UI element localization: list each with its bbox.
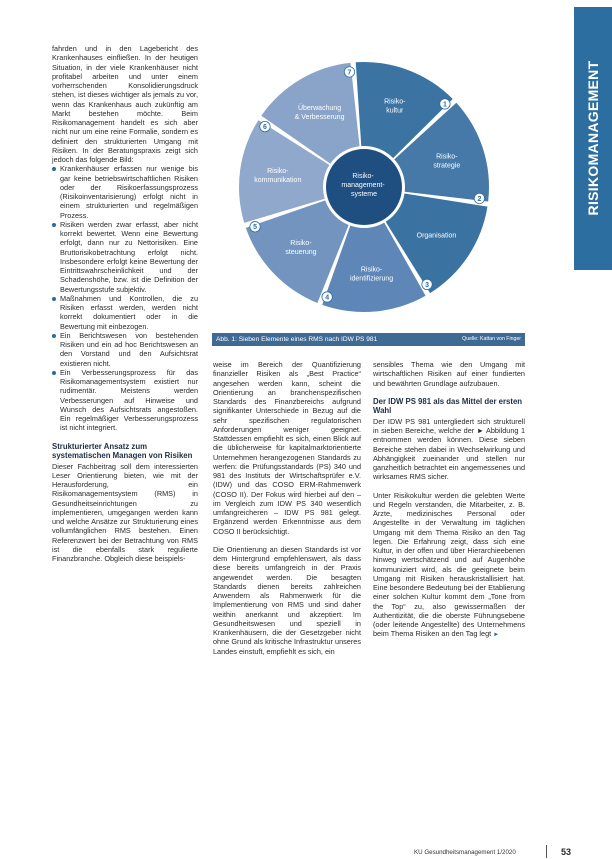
segment-number: 2: [477, 195, 482, 203]
body-paragraph: Der IDW PS 981 untergliedert sich strukturell in sieben Bereiche, welche der ► Abbildung 1 entnommen werden können. Diese sieben Bereiche stehen dabei in Wechselwirkung und Abhängigkeit zueinander und stellen nur ganzheitlich betrachtet ein angemessenes und wirksames RMS sicher.: [373, 416, 525, 482]
body-paragraph: Die Orientierung an diesen Standards ist vor dem Hintergrund empfehlenswert, als dass diese bereits umfangreich in der Praxis angewendet werden. Die besagten Standards dienen bereits zahlreichen Anwendern als Rahmenwerk für die Implementierung von RMS und sind daher weithin anerkannt und akzeptiert. Im Gesundheitswesen und speziell in Krankenhäusern, die der Gesetzgeber nicht ohne Grund als kritische Infrastruktur unseres Landes einstuft, empfiehlt es sich, ein: [213, 544, 361, 656]
paragraph-text: Unter Risikokultur werden die gelebten Werte und Regeln verstanden, die Mitarbeiter, z. B. Ärzte, medizinisches Personal oder Angestellte in der Verwaltung im täglichen Umgang mit dem Thema Risiko an den Tag legen. Die Erfahrung zeigt, dass sich eine Kultur, in der offen und über Hierarchieebenen hinweg wertschätzend und auf Augenhöhe kommuniziert wird, als die geeignete beim Umgang mit Risiken herauskristallisiert hat. Eine besondere Bedeutung bei der Etablierung einer solchen Kultur kommt dem „Tone from the Top“ zu, also gewissermaßen der Authentizität, die die oberste Führungsebene (oder leitende Angestellte) des Unternehmens beim Thema Risiken an den Tag legt: [373, 490, 525, 639]
page-number: 53: [561, 847, 572, 857]
bullet-item: Krankenhäuser erfassen nur wenige bis gar keine betriebswirtschaftlichen Risiken oder der Risikoerfassungsprozess (Risikoinventarisierung) erfolgt nicht in einem strukturierten und regelmäßigen Prozess.: [52, 164, 198, 220]
segment-number: 6: [263, 124, 267, 132]
bullet-item: Risiken werden zwar erfasst, aber nicht korrekt bewertet. Wenn eine Bewertung erfolgt, dann nur zu Nettorisiken. Eine Bruttorisikobetrachtung erfolgt nicht. Insbesondere erfolgt keine Bewertung der Eintrittswahrscheinlichkeit und der Schadenshöhe, bzw. ist die Definition der Bewertungsstufe subjektiv.: [52, 220, 198, 294]
segment-number: 4: [325, 294, 330, 302]
segment-label-line: Überwachung: [297, 105, 342, 113]
segment-label-line: Risiko-: [267, 168, 289, 176]
column-1: [52, 44, 198, 563]
caption-text: Abb. 1: Sieben Elemente eines RMS nach IDW PS 981: [216, 336, 378, 343]
body-paragraph: weise im Bereich der Quantifizierung finanzieller Risiken als „Best Practice“ angesehen werden kann, scheint die Orientierung an branchenspezifischen Standards des Finanzbereichs aufgrund signifikanter Unterschiede in Bezug auf die sehr spezifischen regulatorischen Anforderungen weniger geeignet. Stattdessen empfiehlt es sich, einen Blick auf die üblicherweise für kapitalmarktorientierte Unternehmen herangezogenen Standards zu werfen: die Prüfungsstandards (PS) 340 und 981 des Instituts der Wirtschaftsprüfer e.V. (IDW) und das COSO ERM-Rahmenwerk (COSO II). Der Fokus wird hierbei auf den – im Vergleich zum IDW PS 340 wesentlich umfangreicheren – IDW PS 981 gelegt. Ergänzend werden Erkenntnisse aus dem COSO II berücksichtigt.: [213, 360, 361, 536]
bullet-item: Ein Verbesserungsprozess für das Risikomanagementsystem existiert nur rudimentär. Meistens werden Verbesserungen auf Hinweise und Wunsch des Aufsichtsrats angestoßen. Ein regelmäßiger Verbesserungsprozess ist nicht integriert.: [52, 368, 198, 433]
bullet-item: Ein Berichtswesen von bestehenden Risiken und ein ad hoc Berichtswesen an den Vorstand und den Aufsichtsrat existieren nicht.: [52, 331, 198, 368]
body-paragraph: sensibles Thema wie den Umgang mit wirtschaftlichen Risiken auf einer fundierten und bewährten Grundlage aufzubauen.: [373, 360, 525, 388]
bullet-item: Maßnahmen und Kontrollen, die zu Risiken erfasst werden, werden nicht korrekt dokumentiert oder in die Bewertung mit einbezogen.: [52, 294, 198, 331]
segment-number: 3: [425, 281, 429, 289]
column-2: [213, 360, 361, 656]
segment-label-line: Risiko-: [360, 266, 383, 274]
segment-label: [417, 233, 457, 240]
body-paragraph: Dieser Fachbeitrag soll dem interessierten Leser Orientierung bieten, wie mit der Herausforderung, ein Risikomanagementsystem (RMS) in Gesundheitseinrichtungen zu implementieren, umgegangen werden kann und welche Ansätze zur Strukturierung eines vollumfänglichen RMS bestehen. Einen Referenzwert bei der Betrachtung von RMS ist die ebenfalls stark regulierte Finanzbranche. Obgleich diese beispiels-: [52, 461, 198, 563]
section-heading: Strukturierter Ansatz zum systematischen Managen von Risiken: [52, 441, 193, 460]
segment-label-line: & Verbesserung: [294, 114, 345, 122]
bullet-list: [52, 164, 198, 432]
body-paragraph: [373, 491, 525, 641]
segment-label-line: steuerung: [285, 248, 317, 256]
journal-name: KU Gesundheitsmanagement 1/2020: [414, 849, 516, 856]
segment-number: 7: [347, 69, 352, 77]
caption-source: Quelle: Kattan von Finger: [462, 336, 521, 342]
continue-arrow-icon: ►: [493, 632, 500, 639]
center-line: management-: [341, 182, 385, 189]
center-line: Risiko-: [352, 173, 374, 180]
footer-divider: [546, 845, 547, 858]
rms-cycle-diagram: [212, 44, 525, 344]
segment-number: 1: [442, 101, 447, 109]
center-line: systeme: [350, 191, 378, 198]
segment-label-line: Risiko-: [384, 98, 406, 106]
segment-label-line: strategie: [433, 162, 461, 170]
segment-label-line: kommunikation: [254, 177, 302, 185]
section-tab-label: RISIKOMANAGEMENT: [585, 60, 601, 216]
section-heading: Der IDW PS 981 als das Mittel der ersten Wahl: [373, 396, 523, 416]
body-paragraph: fahrden und in den Lagebericht des Krankenhauses einfließen. In der heutigen Situation, in der viele Krankenhäuser nicht profitabel arbeiten und unter einem vorherrschenden Konsolidierungsdruck stehen, ist dieses wichtiger als jemals zu vor, wenn das Krankenhaus auch zukünftig am Markt bestehen möchte. Beim Risikomanagement handelt es sich aber nicht nur um eine reine Formalie, sondern es definiert den strukturierten Umgang mit Risiken. In der Beratungspraxis zeigt sich jedoch das folgende Bild:: [52, 44, 198, 164]
segment-label-line: identifizierung: [349, 275, 394, 283]
segment-label-line: Organisation: [416, 232, 457, 240]
segment-label-line: kultur: [386, 107, 404, 115]
column-3: [373, 360, 525, 641]
segment-label-line: Risiko-: [436, 153, 458, 161]
segment-label-line: Risiko-: [290, 239, 312, 247]
segment-number: 5: [253, 224, 257, 232]
section-tab: [574, 7, 612, 270]
figure-caption: [212, 333, 525, 346]
